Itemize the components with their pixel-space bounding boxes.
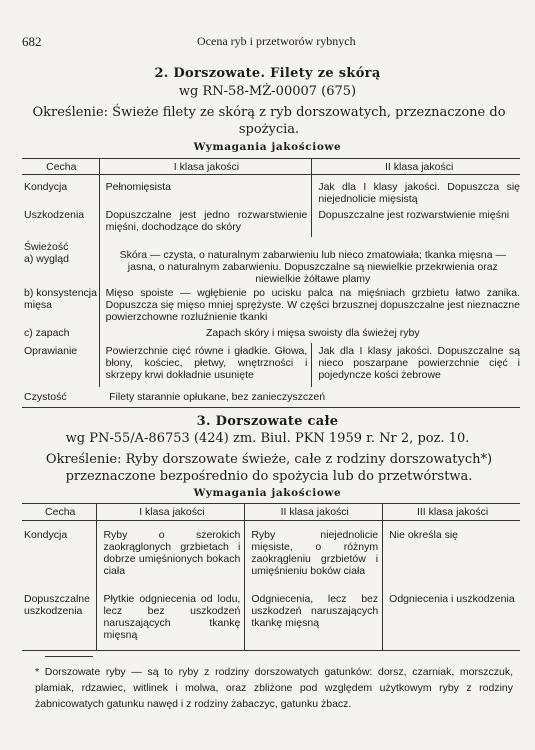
footnote-rule xyxy=(45,656,93,657)
table-row xyxy=(22,205,520,237)
section2-definition: Określenie: Świeże filety ze skórą z ryb dorszowatych, przeznaczone do spożycia. xyxy=(32,105,506,137)
cell-class-1: Powierzchnie cięć równe i gładkie. Głowa, błony, kościec, płetwy, wnętrzności i skrzepy krwi dokładnie usunięte xyxy=(99,343,312,387)
page-number: 682 xyxy=(22,34,42,49)
row-label: Dopuszczalne uszkodzenia xyxy=(22,591,97,651)
row-label: Kondycja xyxy=(24,529,68,541)
running-title: Ocena ryb i przetworów rybnych xyxy=(197,34,356,48)
cell-both-classes: Skóra — czysta, o naturalnym zabarwieniu lub nieco zmatowiała; tkanka mięsna — jasna, o naturalnym zabarwieniu. Dopuszczalne są niewielkie przekrwienia oraz niewielkie żółtawe plamy xyxy=(99,237,520,285)
table-header-row xyxy=(22,159,520,175)
cell-class-2: Ryby niejednolicie mięsiste, o różnym zaokrągleniu grzbietów i umięśnieniu boków ciała xyxy=(245,521,383,591)
cell-both-classes: Filety starannie opłukane, bez zanieczyszczeń xyxy=(99,387,520,407)
column-header: II klasa jakości xyxy=(312,159,520,175)
table-row xyxy=(22,387,520,407)
section3-title: 3. Dorszowate całe xyxy=(196,414,339,429)
table-row xyxy=(22,237,520,285)
column-header: Cecha xyxy=(22,504,97,521)
cell-class-2: Jak dla I klasy jakości. Dopuszczalne są nieco poszarpane powierzchnie cięć i pojedyncze kości żebrowe xyxy=(312,343,520,387)
section3-norm: wg PN-55/A-86753 (424) zm. Biul. PKN 1959 r. Nr 2, poz. 10. xyxy=(65,431,470,446)
cell-class-1: Płytkie odgniecenia od lodu, lecz bez uszkodzeń naruszających tkankę mięsną xyxy=(97,591,245,651)
column-header: III klasa jakości xyxy=(383,504,520,521)
section2-subtitle: Wymagania jakościowe xyxy=(193,141,342,153)
row-label: Oprawianie xyxy=(24,345,78,357)
row-label: b) konsystencja mięsa xyxy=(24,287,97,311)
cell-class-3: Nie określa się xyxy=(383,521,520,591)
column-header: I klasa jakości xyxy=(97,504,245,521)
quality-table-whole-fish xyxy=(22,503,520,651)
cell-both-classes: Mięso spoiste — wgłębienie po ucisku palca na mięśniach grzbietu łatwo zanika. Dopuszcza się mięso mniej sprężyste. W części brzusznej dopuszczalne jest nieznaczne powierzchowne rozluźnienie tkanki xyxy=(99,285,520,327)
row-label: Kondycja xyxy=(24,181,68,193)
table-row xyxy=(22,591,520,651)
column-header: II klasa jakości xyxy=(245,504,383,521)
cell-class-3: Odgniecenia i uszkodzenia xyxy=(383,591,520,651)
cell-class-1: Pełnomięsista xyxy=(99,175,312,206)
footnote: * Dorszowate ryby — są to ryby z rodziny dorszowatych gatunków: dorsz, czarniak, morszczuk, plamiak, rdzawiec, witlinek i molwa, oraz zbliżone pod względem użytkowym ryby z rodziny żabnicowatych gatunku nawęd i z rodziny żabaczyc, gatunku żbacz. xyxy=(35,666,513,710)
cell-class-2: Odgniecenia, lecz bez uszkodzeń naruszających tkankę mięsną xyxy=(245,591,383,651)
row-label: Czystość xyxy=(22,387,99,407)
quality-table-fillets xyxy=(22,158,520,408)
table-row xyxy=(22,327,520,343)
table-row xyxy=(22,343,520,387)
table-row xyxy=(22,285,520,327)
running-header xyxy=(22,34,513,52)
column-header: Cecha xyxy=(22,159,99,175)
row-label: Uszkodzenia xyxy=(24,209,85,221)
cell-class-2: Dopuszczalne jest rozwarstwienie mięśni xyxy=(312,205,520,237)
section3-subtitle: Wymagania jakościowe xyxy=(193,487,342,499)
cell-both-classes: Zapach skóry i mięsa swoisty dla świeżej ryby xyxy=(99,327,520,343)
table-row xyxy=(22,175,520,206)
column-header: I klasa jakości xyxy=(99,159,312,175)
section2-title: 2. Dorszowate. Filety ze skórą xyxy=(154,66,381,81)
cell-class-1: Dopuszczalne jest jedno rozwarstwienie mięśni, dochodzące do skóry xyxy=(99,205,312,237)
section3-definition: Określenie: Ryby dorszowate świeże, całe z rodziny dorszowatych*) przeznaczone bezpośrednio do spożycia lub do przetwórstwa. xyxy=(45,452,493,484)
cell-class-1: Ryby o szerokich zaokrąglonych grzbietach i dobrze umięśnionych bokach ciała xyxy=(97,521,245,591)
cell-class-2: Jak dla I klasy jakości. Dopuszcza się niejednolicie mięsistą xyxy=(312,175,520,206)
row-label: c) zapach xyxy=(24,327,70,339)
section2-norm: wg RN-58-MŻ-00007 (675) xyxy=(178,84,357,99)
table-row xyxy=(22,521,520,591)
row-label: Świeżość a) wygląd xyxy=(24,241,69,265)
table-header-row xyxy=(22,504,520,521)
